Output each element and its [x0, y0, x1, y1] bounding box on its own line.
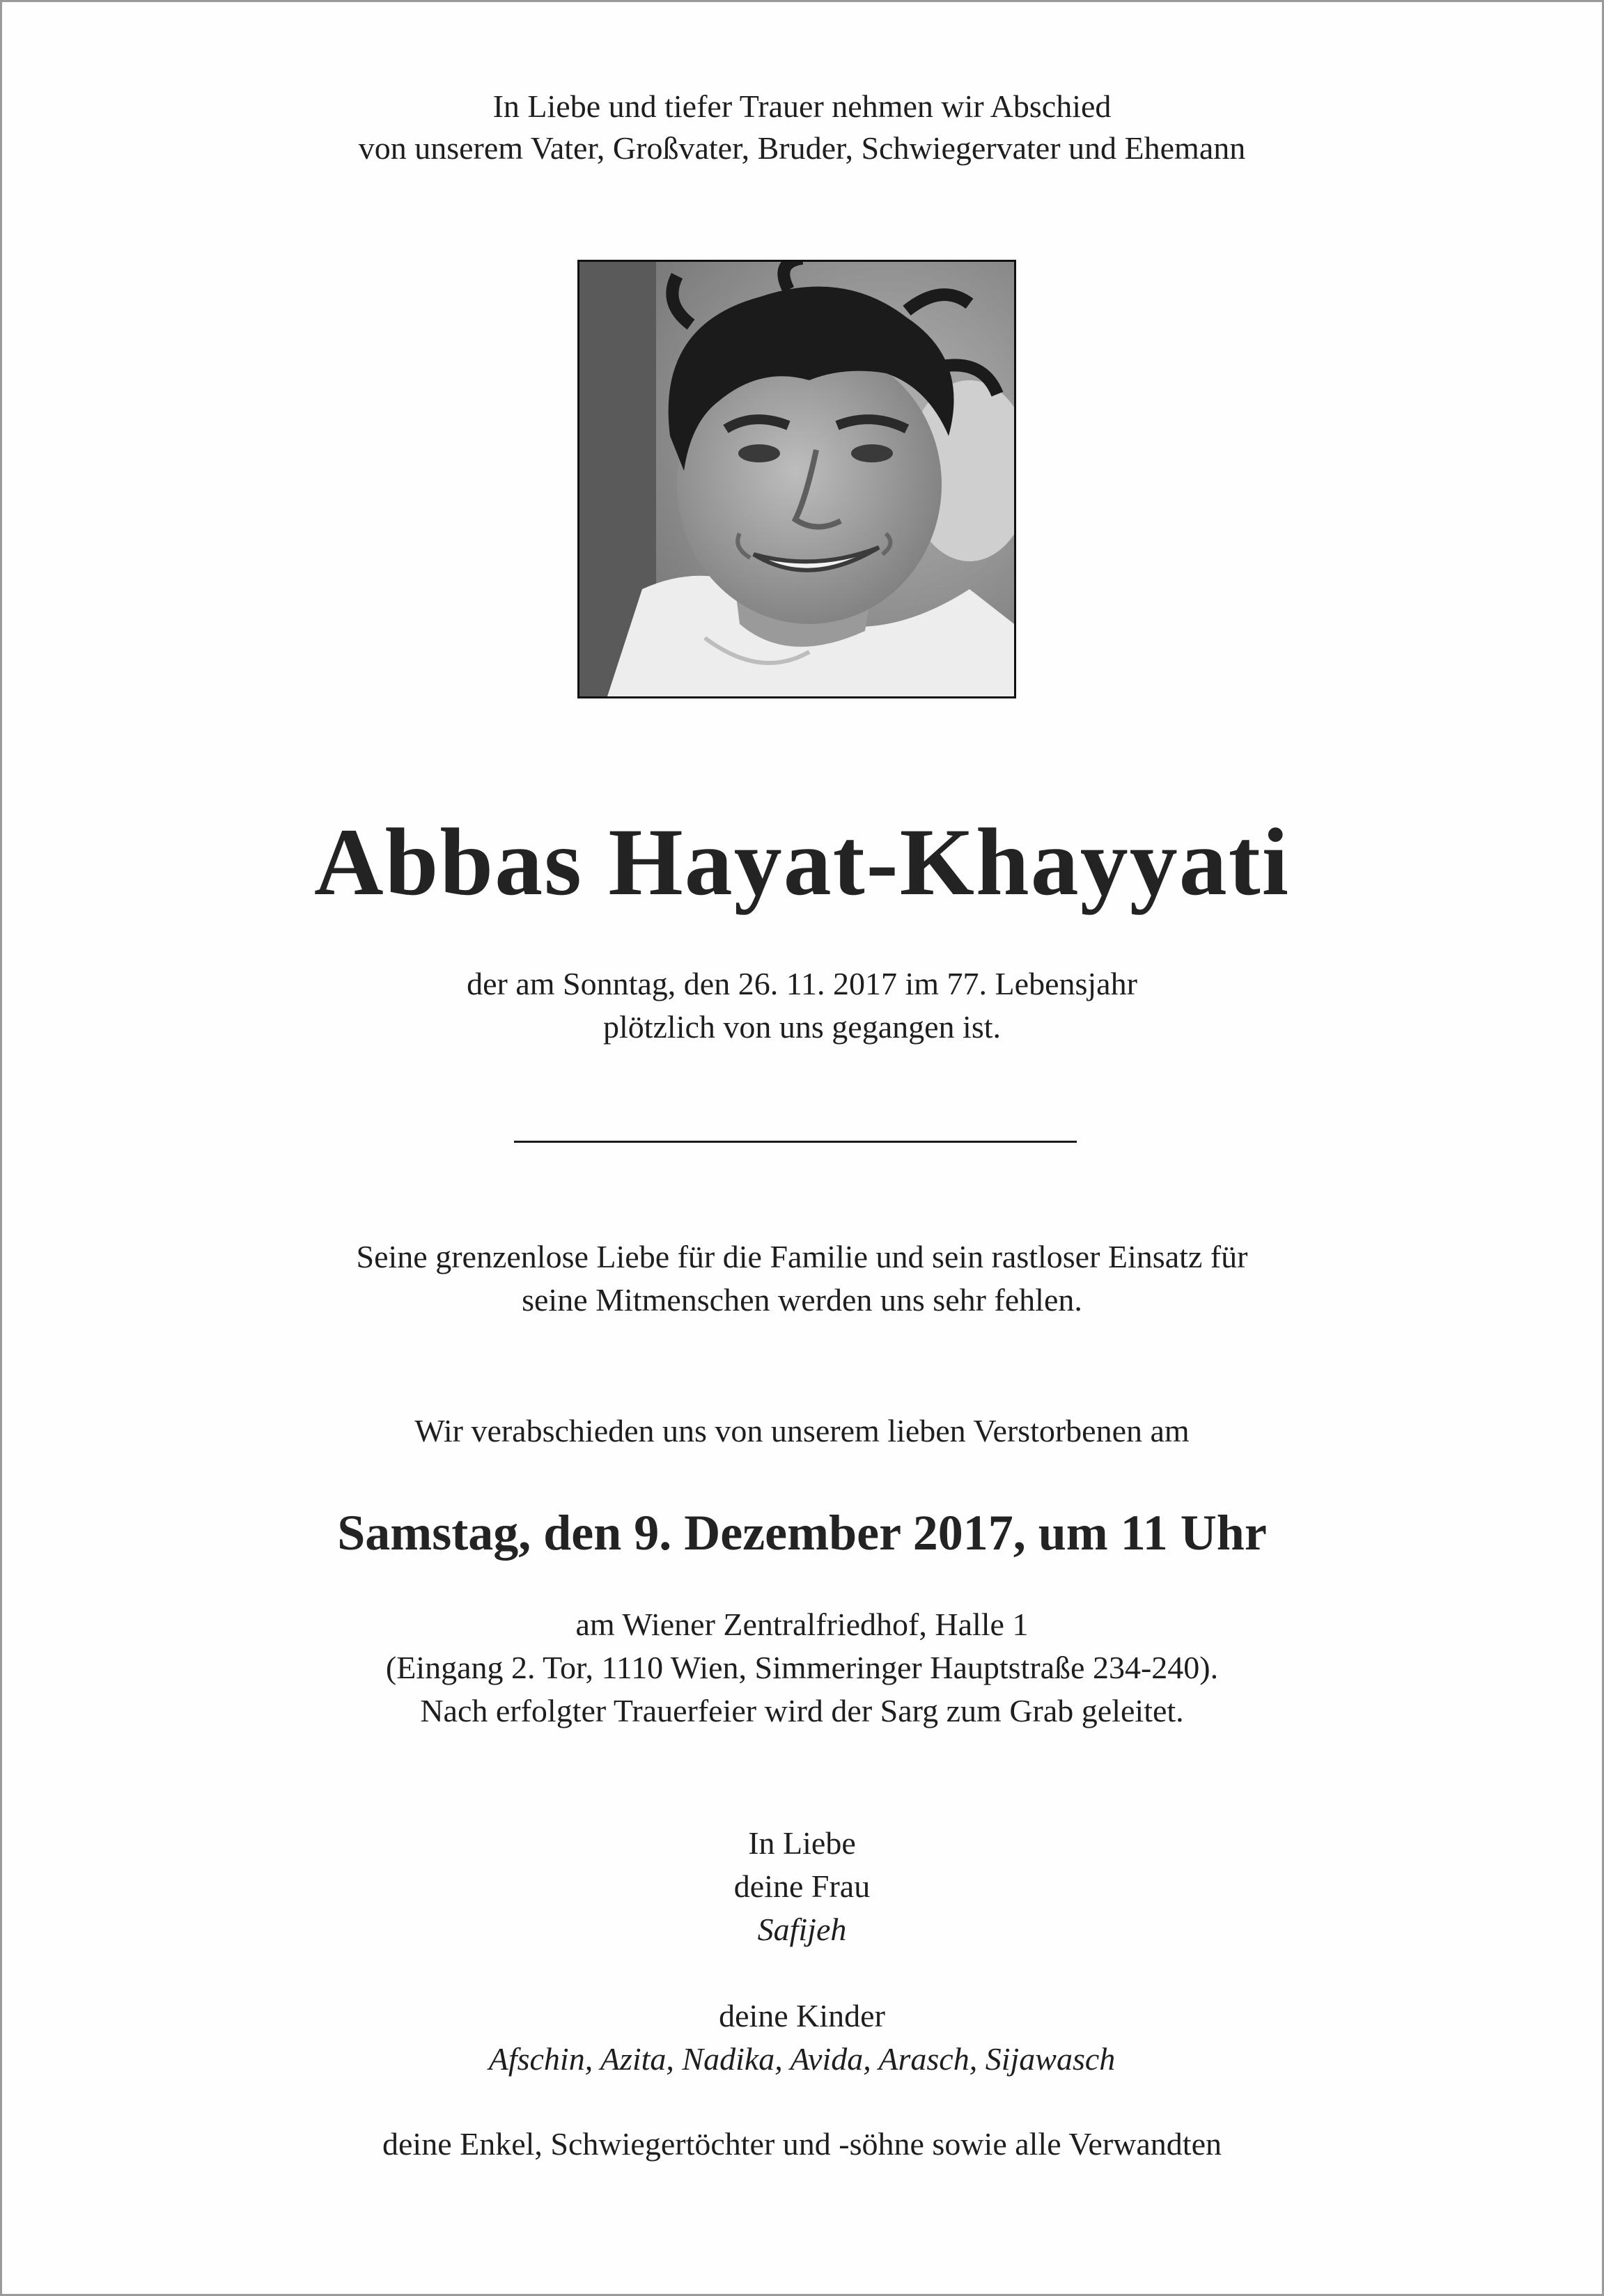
- location-line-1: am Wiener Zentralfriedhof, Halle 1: [575, 1607, 1029, 1642]
- death-line-1: der am Sonntag, den 26. 11. 2017 im 77. Lebensjahr: [467, 966, 1137, 1001]
- location-line-2: (Eingang 2. Tor, 1110 Wien, Simmeringer Hauptstraße 234-240).: [385, 1650, 1219, 1685]
- death-line-2: plötzlich von uns gegangen ist.: [602, 1009, 1002, 1045]
- ceremony-date: Samstag, den 9. Dezember 2017, um 11 Uhr: [337, 1505, 1267, 1561]
- signature-children-label: deine Kinder: [719, 1998, 885, 2033]
- deceased-name: Abbas Hayat-Khayyati: [314, 809, 1290, 915]
- signature-wife-name: Safijeh: [757, 1912, 847, 1947]
- portrait-photo-icon: [579, 262, 1014, 696]
- portrait-photo: [577, 260, 1016, 698]
- intro-line-1: In Liebe und tiefer Trauer nehmen wir Abschied: [492, 88, 1112, 124]
- divider-line: [514, 1141, 1077, 1143]
- tribute-line-1: Seine grenzenlose Liebe für die Familie und sein rastloser Einsatz für: [356, 1239, 1248, 1274]
- signature-others: deine Enkel, Schwiegertöchter und -söhne sowie alle Verwandten: [382, 2126, 1222, 2162]
- signature-in-love: In Liebe: [748, 1825, 856, 1861]
- tribute-line-2: seine Mitmenschen werden uns sehr fehlen.: [522, 1282, 1082, 1318]
- signature-wife-label: deine Frau: [733, 1868, 871, 1904]
- location-line-3: Nach erfolgter Trauerfeier wird der Sarg zum Grab geleitet.: [420, 1693, 1184, 1728]
- intro-line-2: von unserem Vater, Großvater, Bruder, Schwiegervater und Ehemann: [358, 130, 1246, 166]
- farewell-intro: Wir verabschieden uns von unserem lieben Verstorbenen am: [414, 1413, 1190, 1448]
- signature-children-names: Afschin, Azita, Nadika, Avida, Arasch, Sijawasch: [488, 2041, 1116, 2077]
